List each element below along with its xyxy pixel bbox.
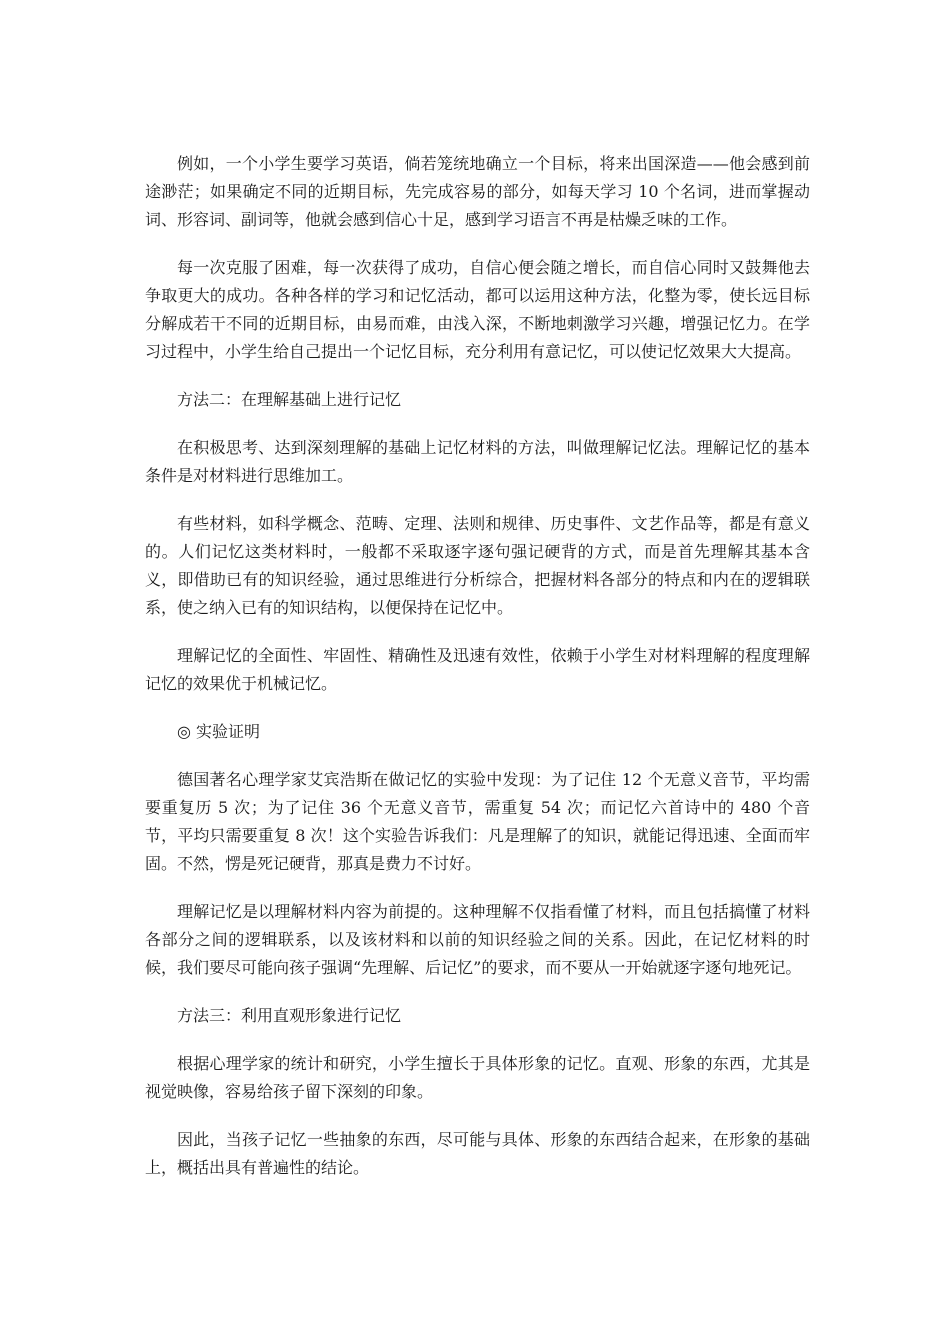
paragraph-english-goal-example: 例如，一个小学生要学习英语，倘若笼统地确立一个目标，将来出国深造——他会感到前途渺茫；如果确定不同的近期目标，先完成容易的部分，如每天学习 10 个名词，进而掌握动词、形容词、副词等，他就会感到信心十足，感到学习语言不再是枯燥乏味的工作。 <box>145 154 810 229</box>
section-heading-method-two: 方法二：在理解基础上进行记忆 <box>177 390 402 409</box>
paragraph-meaningful-materials: 有些材料，如科学概念、范畴、定理、法则和规律、历史事件、文艺作品等，都是有意义的。人们记忆这类材料时，一般都不采取逐字逐句强记硬背的方式，而是首先理解其基本含义，即借助已有的知识经验，通过思维进行分析综合，把握材料各部分的特点和内在的逻辑联系，使之纳入已有的知识结构，以便保持在记忆中。 <box>145 514 810 617</box>
paragraph-understanding-memory-definition: 在积极思考、达到深刻理解的基础上记忆材料的方法，叫做理解记忆法。理解记忆的基本条件是对材料进行思维加工。 <box>145 438 810 485</box>
section-heading-experiment-proof: ◎ 实验证明 <box>177 722 261 741</box>
paragraph-ebbinghaus-experiment: 德国著名心理学家艾宾浩斯在做记忆的实验中发现：为了记住 12 个无意义音节，平均需要重复历 5 次；为了记住 36 个无意义音节，需重复 54 次；而记忆六首诗中的 480 个音节，平均只需要重复 8 次！这个实验告诉我们：凡是理解了的知识，就能记得迅速、全面而牢固。不然，愣是死记硬背，那真是费力不讨好。 <box>145 770 810 873</box>
document-body <box>145 150 810 1202</box>
paragraph-confidence-growth: 每一次克服了困难，每一次获得了成功，自信心便会随之增长，而自信心同时又鼓舞他去争取更大的成功。各种各样的学习和记忆活动，都可以运用这种方法，化整为零，使长远目标分解成若干不同的近期目标，由易而难，由浅入深，不断地刺激学习兴趣，增强记忆力。在学习过程中，小学生给自己提出一个记忆目标，充分利用有意记忆，可以使记忆效果大大提高。 <box>145 258 810 361</box>
section-heading-method-three: 方法三：利用直观形象进行记忆 <box>177 1006 402 1025</box>
paragraph-understanding-effectiveness: 理解记忆的全面性、牢固性、精确性及迅速有效性，依赖于小学生对材料理解的程度理解记忆的效果优于机械记忆。 <box>145 646 810 693</box>
paragraph-understanding-premise: 理解记忆是以理解材料内容为前提的。这种理解不仅指看懂了材料，而且包括搞懂了材料各部分之间的逻辑联系，以及该材料和以前的知识经验之间的关系。因此，在记忆材料的时候，我们要尽可能向孩子强调“先理解、后记忆”的要求，而不要从一开始就逐字逐句地死记。 <box>145 902 810 977</box>
paragraph-visual-memory: 根据心理学家的统计和研究，小学生擅长于具体形象的记忆。直观、形象的东西，尤其是视觉映像，容易给孩子留下深刻的印象。 <box>145 1054 810 1101</box>
paragraph-abstract-to-concrete: 因此，当孩子记忆一些抽象的东西，尽可能与具体、形象的东西结合起来，在形象的基础上，概括出具有普遍性的结论。 <box>145 1130 810 1177</box>
